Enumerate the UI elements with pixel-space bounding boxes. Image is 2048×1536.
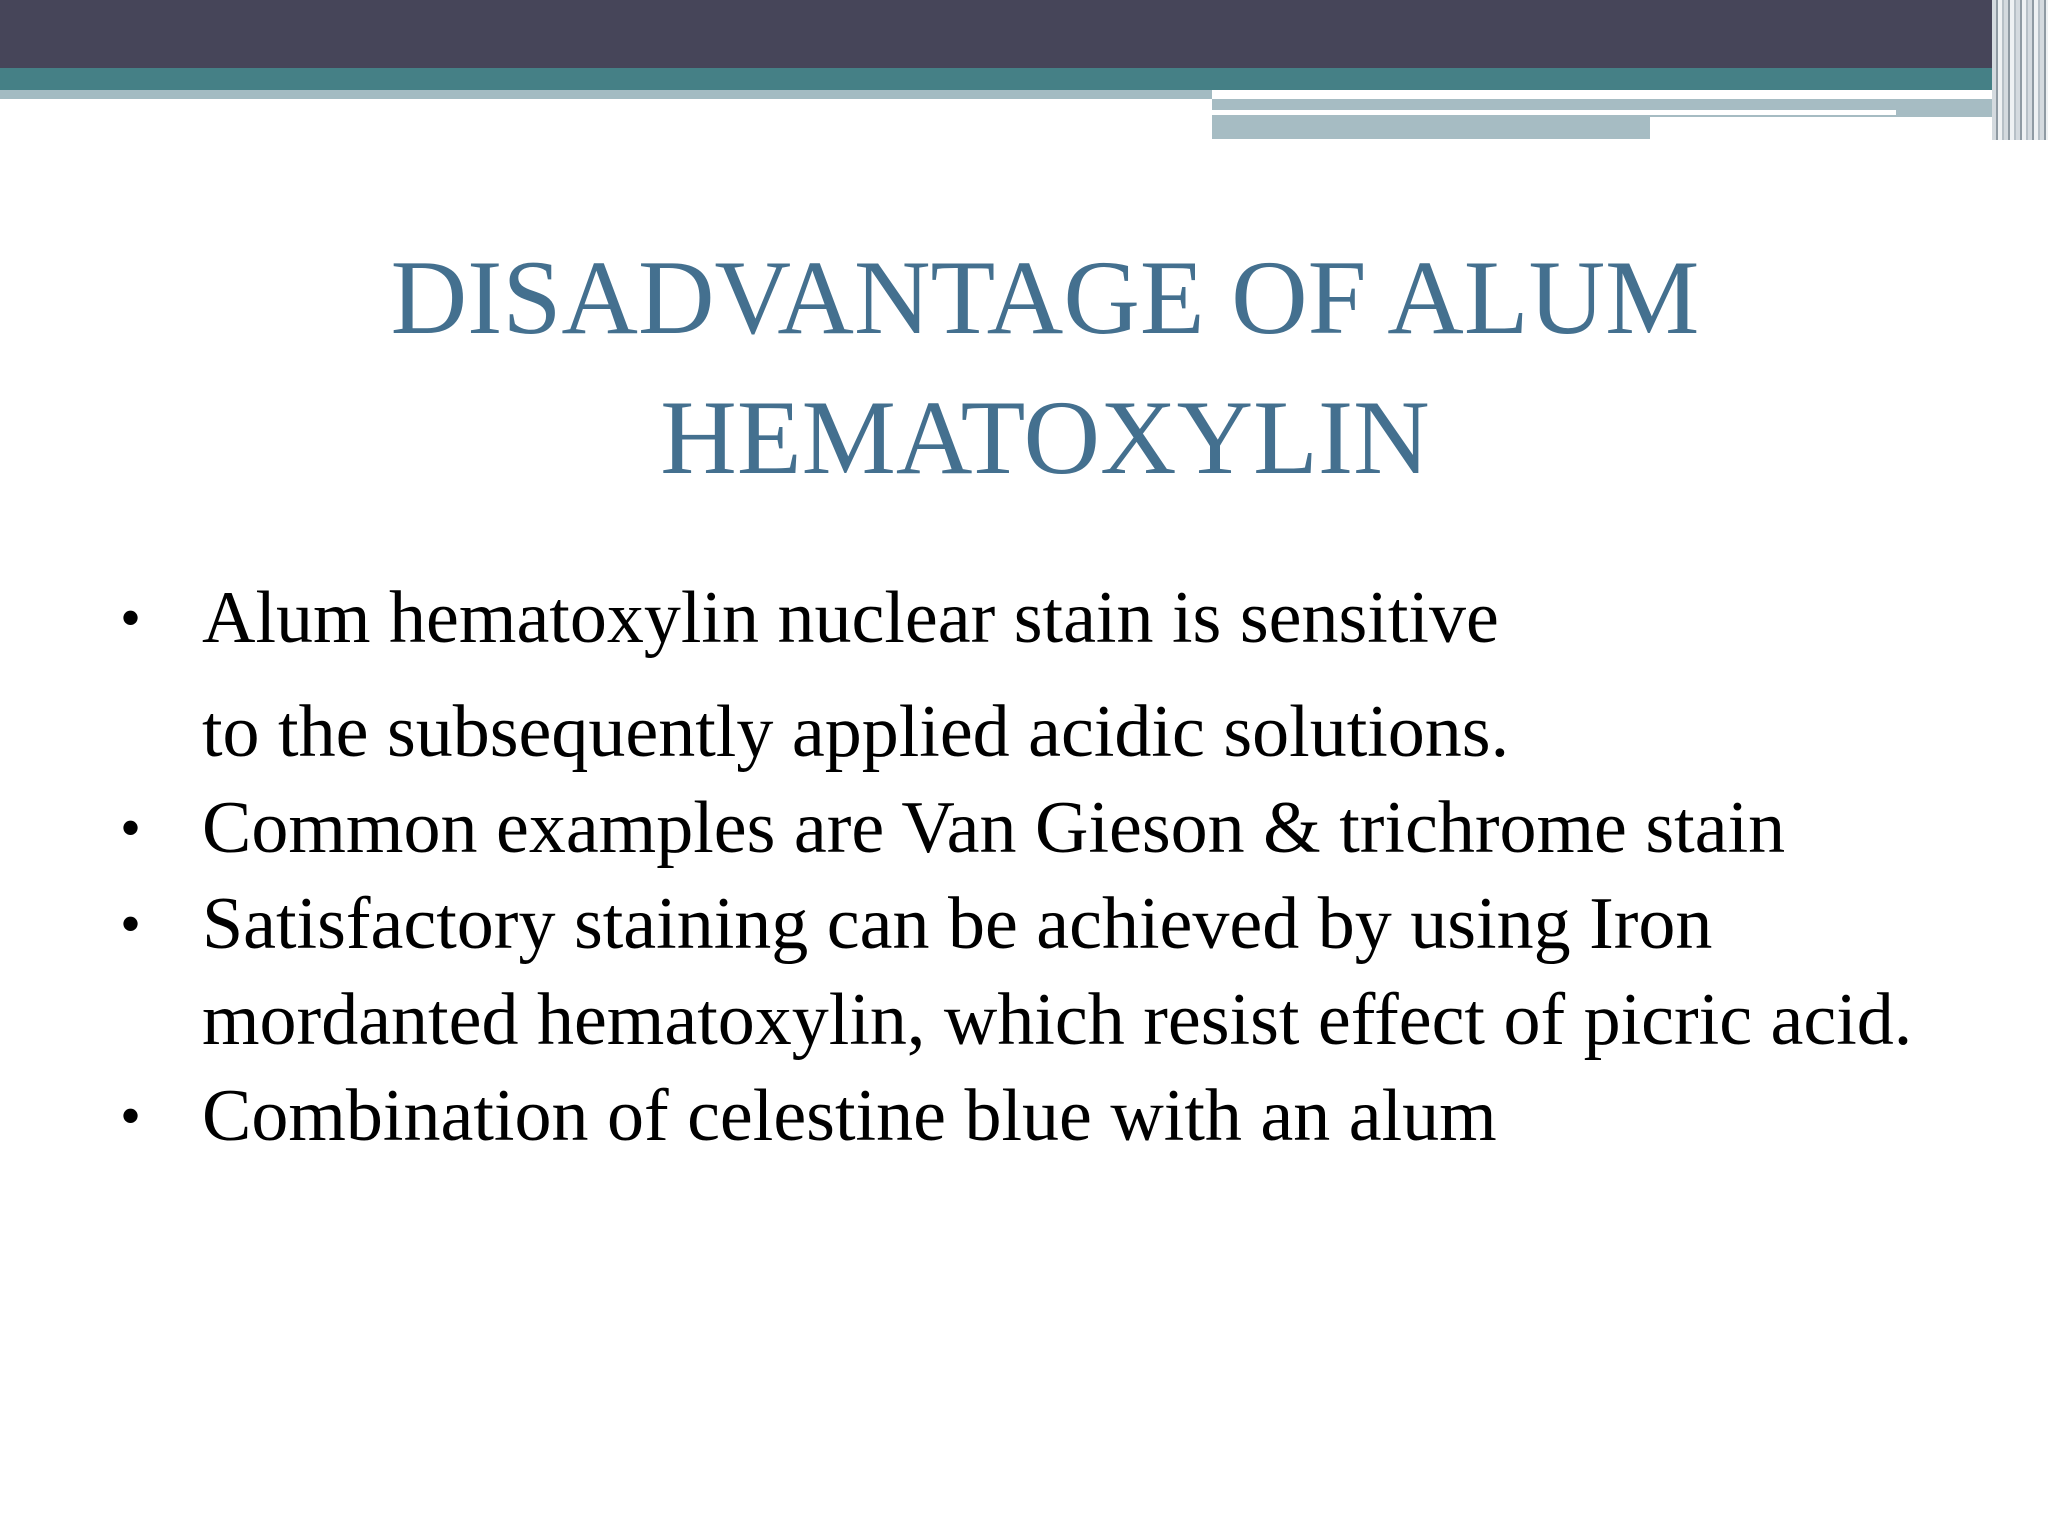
bullet-dot-icon: • — [120, 795, 142, 861]
bullet-dot-icon: • — [120, 585, 142, 651]
bullet-item-1 — [120, 570, 1940, 666]
header-teal-bar — [0, 68, 2048, 90]
slide-title-line-2: HEMATOXYLIN — [660, 379, 1430, 496]
bullet-text-continuation: to the subsequently applied acidic solutions. — [202, 691, 1510, 773]
header-light-bar-right-lower — [1212, 117, 1650, 139]
corner-stripes-decoration — [1992, 0, 2048, 140]
slide-title — [200, 228, 1890, 508]
bullet-text: Combination of celestine blue with an alum — [202, 1075, 1497, 1157]
bullet-dot-icon: • — [120, 891, 142, 957]
bullet-item-2 — [120, 780, 1940, 876]
bullet-text: Alum hematoxylin nuclear stain is sensitive — [202, 577, 1499, 659]
bullet-item-3 — [120, 876, 1940, 1068]
header-light-bar-left — [0, 90, 1212, 99]
bullet-dot-icon: • — [120, 1083, 142, 1149]
bullet-text: Satisfactory staining can be achieved by using Iron mordanted hematoxylin, which resist effect of picric acid. — [202, 883, 1913, 1061]
bullet-continuation — [120, 684, 1940, 780]
bullet-item-4 — [120, 1068, 1940, 1164]
bullet-list — [120, 570, 1940, 1164]
header-white-line — [1212, 110, 1896, 115]
bullet-text: Common examples are Van Gieson & trichrome stain — [202, 787, 1786, 869]
slide-title-line-1: DISADVANTAGE OF ALUM — [390, 239, 1700, 356]
header-dark-bar — [0, 0, 2048, 68]
